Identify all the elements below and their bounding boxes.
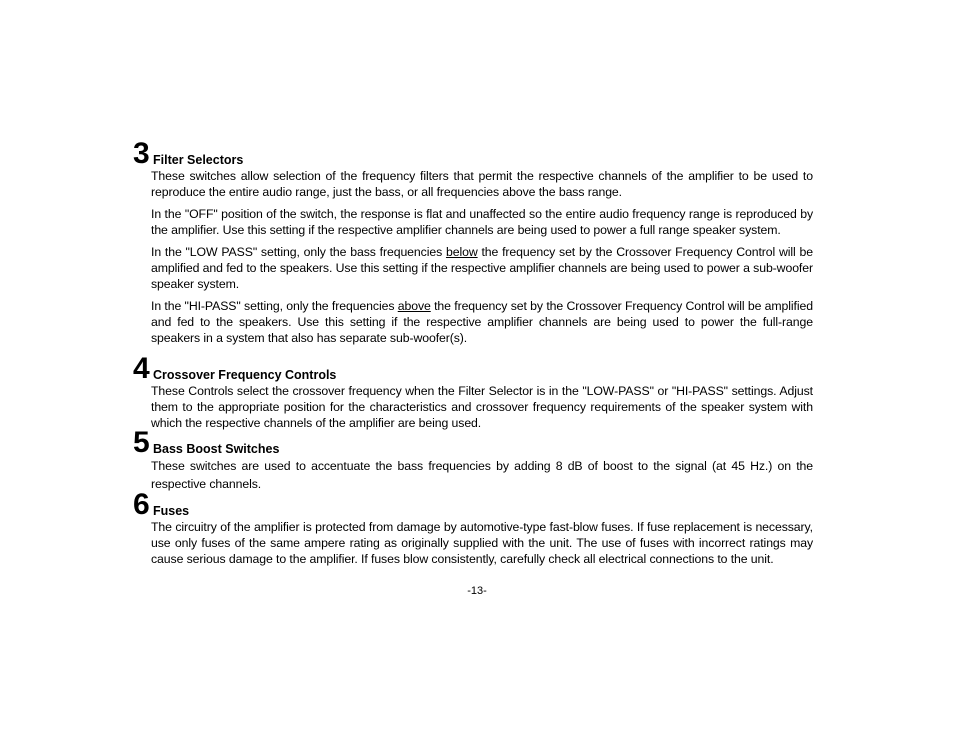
section-filter-selectors: [133, 137, 815, 352]
section-number: 6: [133, 488, 150, 521]
paragraph-text: the frequency set by the Crossover Frequency Control will be amplified and fed to the speakers. Use this setting if the respective amplifier channels are being used to power a sub-woofer speaker system.: [151, 245, 813, 291]
paragraph-text: the frequency set by the Crossover Frequency Control will be amplified and fed to the speakers. Use this setting if the respective amplifier channels are being used to power the full-range speakers in a system that also has separate sub-woofer(s).: [151, 299, 813, 345]
paragraph: [151, 244, 813, 292]
section-fuses: [133, 488, 815, 573]
paragraph: The circuitry of the amplifier is protected from damage by automotive-type fast-blow fuses. If fuse replacement is necessary, use only fuses of the same ampere rating as originally supplied with the unit. The use of fuses with incorrect ratings may cause serious damage to the amplifier. If fuses blow consistently, carefully check all electrical connections to the unit.: [151, 520, 813, 566]
paragraph-text: In the "HI-PASS" setting, only the frequencies: [151, 299, 398, 313]
section-heading: [133, 352, 815, 385]
paragraph: These switches are used to accentuate the bass frequencies by adding 8 dB of boost to the signal (at 45 Hz.) on the respective channels.: [151, 459, 813, 491]
section-title: Fuses: [153, 504, 190, 518]
paragraph: [151, 298, 813, 346]
paragraph: These switches allow selection of the frequency filters that permit the respective channels of the amplifier to be used to reproduce the entire audio range, just the bass, or all frequencies above the bass range.: [151, 169, 813, 199]
section-title: Filter Selectors: [153, 153, 244, 167]
section-heading: [133, 426, 815, 459]
underlined-term: below: [445, 245, 478, 259]
paragraph-text: In the "LOW PASS" setting, only the bass frequencies: [151, 245, 446, 259]
section-heading: [133, 488, 815, 521]
section-title: Bass Boost Switches: [153, 442, 280, 456]
section-title: Crossover Frequency Controls: [153, 368, 337, 382]
page-number: -13-: [467, 585, 487, 597]
section-number: 3: [133, 137, 150, 170]
section-heading: [133, 137, 815, 170]
paragraph: In the "OFF" position of the switch, the response is flat and unaffected so the entire audio frequency range is reproduced by the amplifier. Use this setting if the respective amplifier channels are being used to power a full range speaker system.: [151, 207, 813, 237]
paragraph: These Controls select the crossover frequency when the Filter Selector is in the "LOW-PASS" or "HI-PASS" settings. Adjust them to the appropriate position for the characteristics and crossover frequency requirements of the speaker system with which the respective channels of the amplifier are being used.: [151, 384, 813, 430]
underlined-term: above: [397, 299, 431, 313]
section-number: 4: [133, 352, 150, 385]
section-bass-boost-switches: [133, 426, 815, 499]
section-number: 5: [133, 426, 150, 459]
section-crossover-frequency-controls: [133, 352, 815, 437]
